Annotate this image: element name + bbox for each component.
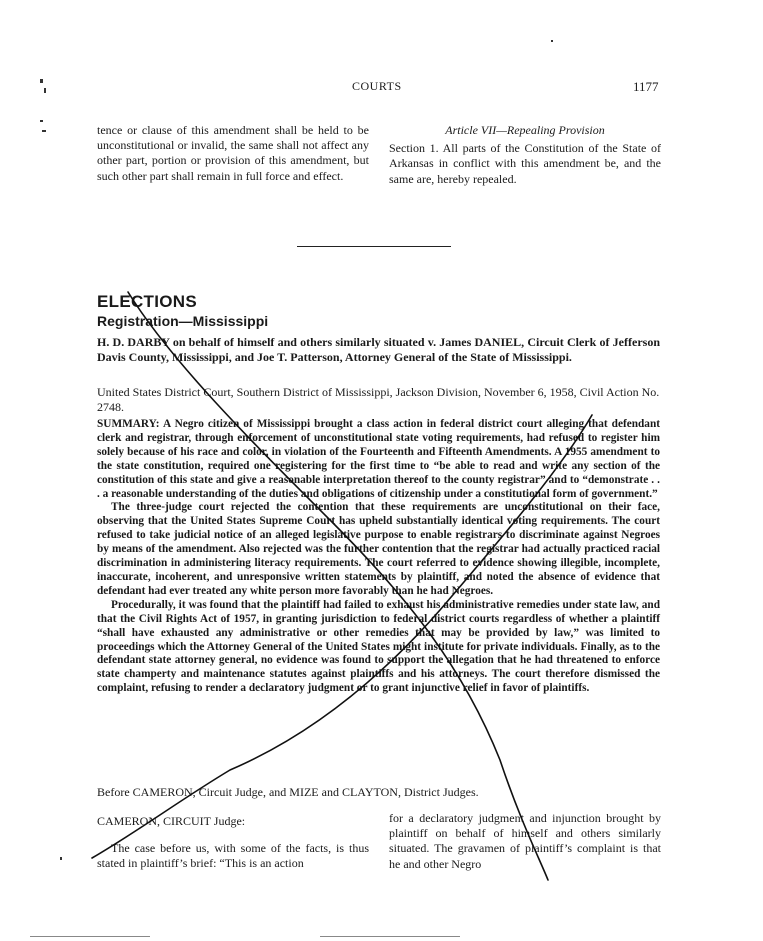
running-header-section: COURTS bbox=[352, 79, 402, 93]
bench-line: Before CAMERON, Circuit Judge, and MIZE and CLAYTON, District Judges. bbox=[97, 785, 479, 799]
stray-mark bbox=[40, 79, 43, 83]
scan-edge-mark bbox=[320, 936, 460, 937]
article-vii-block bbox=[389, 123, 661, 187]
case-caption: H. D. DARBY on behalf of himself and others similarly situated v. James DANIEL, Circuit Clerk of Jefferson Davis County, Mississippi, and Joe T. Patterson, Attorney General of the State of Mississippi. bbox=[97, 335, 660, 364]
summary-label: SUMMARY: bbox=[97, 418, 160, 430]
amendment-continuation-text: tence or clause of this amendment shall be held to be unconstitutional or invalid, the same shall not affect any other part, portion or provision of this amendment, but such other part shall remain in full force and effect. bbox=[97, 123, 369, 183]
stray-mark bbox=[551, 40, 553, 42]
subtopic-heading: Registration—Mississippi bbox=[97, 313, 269, 329]
case-summary bbox=[97, 418, 660, 696]
summary-paragraph: Procedurally, it was found that the plaintiff had failed to exhaust his administrative remedies under state law, and that the Civil Rights Act of 1957, in granting jurisdiction to federal district courts regardless of whether a plaintiff “shall have exhausted any administrative or other remedies that may be provided by law,” was limited to proceedings which the Attorney General of the United States might institute for private individuals. Finally, as to the defendant state attorney general, no evidence was found to support the allegation that he had threatened to enforce state champerty and maintenance statutes against plaintiffs and his attorneys. The court therefore dismissed the complaint, refusing to render a declaratory judgment or to grant injunctive relief in favor of plaintiffs. bbox=[97, 598, 660, 695]
stray-mark bbox=[44, 88, 46, 93]
page-number: 1177 bbox=[633, 79, 659, 94]
article-title: Article VII—Repealing Provision bbox=[445, 123, 605, 137]
section-divider bbox=[297, 246, 451, 247]
case-citation: United States District Court, Southern District of Mississippi, Jackson Division, November 6, 1958, Civil Action No. 2748. bbox=[97, 385, 660, 414]
stray-mark bbox=[40, 120, 43, 122]
opinion-text-right: for a declaratory judgment and injunction brought by plaintiff on behalf of himself and others similarly situated. The gravamen of plaintiff’s complaint is that he and other Negro bbox=[389, 811, 661, 871]
stray-mark bbox=[60, 857, 62, 860]
scan-edge-mark bbox=[30, 936, 150, 937]
topic-heading: ELECTIONS bbox=[97, 292, 197, 311]
stray-mark bbox=[42, 130, 46, 132]
article-section-text: Section 1. All parts of the Constitution of the State of Arkansas in conflict with this amendment be, and the same are, hereby repealed. bbox=[389, 141, 661, 186]
opinion-text-left: The case before us, with some of the facts, is thus stated in plaintiff’s brief: “This is an action bbox=[97, 841, 369, 871]
summary-paragraph: SUMMARY: A Negro citizen of Mississippi brought a class action in federal district court alleging that defendant clerk and registrar, through enforcement of unconstitutional state voting requirements, had refused to register him solely because of his race and color, in violation of the Fourteenth and Fifteenth Amendments. A 1955 amendment to the state constitution, required one registering for the first time to “be able to read and write any section of the constitution of this state and give a reasonable interpretation thereof to the county registrar” and to “demonstrate . . . a reasonable understanding of the duties and obligations of citizenship under a constitutional form of government.” bbox=[97, 418, 660, 500]
opinion-author: CAMERON, CIRCUIT Judge: bbox=[97, 814, 246, 828]
summary-paragraph: The three-judge court rejected the contention that these requirements are unconstitutional on their face, observing that the United States Supreme Court has upheld substantially identical voting requirements. The court refused to take judicial notice of an alleged legislative purpose to enable registrars to discriminate against Negroes by means of the amendment. Also rejected was the further contention that the registrar had actually practiced racial discrimination in administering literacy requirements. The court referred to evidence showing illegible, incomplete, inaccurate, incoherent, and unresponsive written statements by plaintiff, and noted the absence of evidence that defendant had ever treated any white person more favorably than he had Negroes. bbox=[97, 501, 660, 597]
